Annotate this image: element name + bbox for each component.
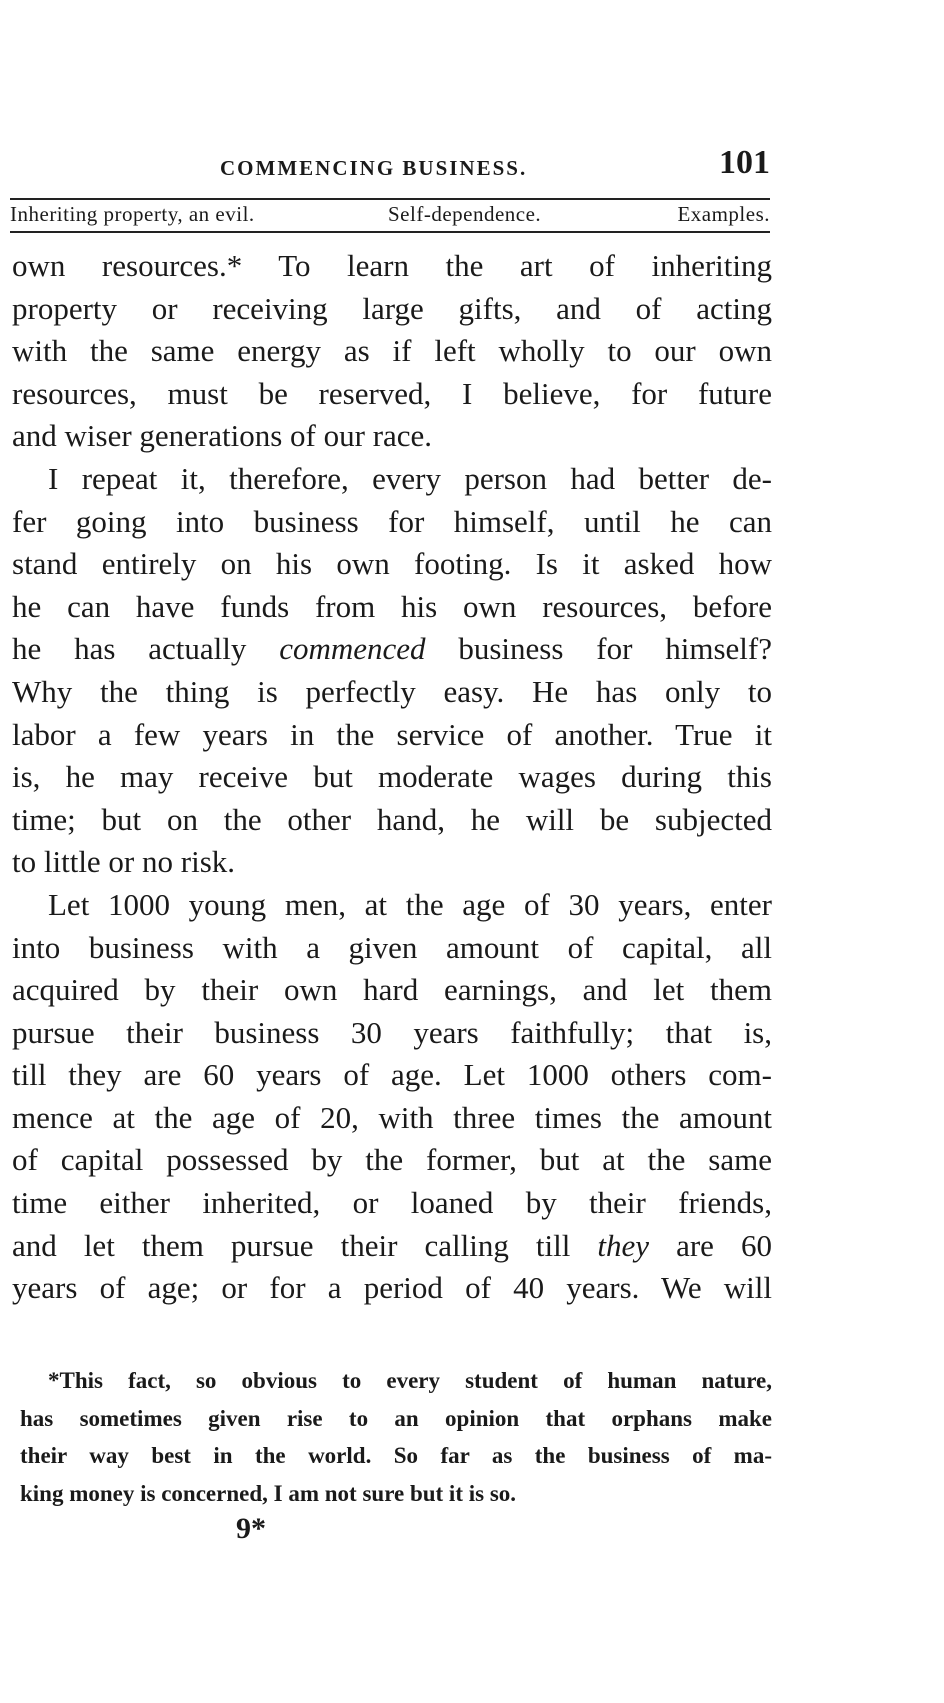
footnote-line: their way best in the world. So far as the business of ma-	[20, 1443, 772, 1468]
header-rule-bottom	[10, 231, 770, 233]
body-line: is, he may receive but moderate wages during this	[12, 759, 772, 795]
body-line: years of age; or for a period of 40 years. We will	[12, 1270, 772, 1306]
body-line: acquired by their own hard earnings, and let them	[12, 972, 772, 1008]
body-line: he can have funds from his own resources, before	[12, 588, 772, 624]
body-line: pursue their business 30 years faithfully; that is,	[12, 1014, 772, 1050]
line-segment: business for himself?	[425, 631, 772, 667]
line-segment: are 60	[649, 1227, 773, 1263]
body-line: I repeat it, therefore, every person had better de-	[48, 460, 772, 496]
body-line: own resources.* To learn the art of inheriting	[12, 248, 772, 283]
page-number: 101	[719, 144, 770, 181]
topic-inheriting-property: Inheriting property, an evil.	[10, 202, 255, 226]
signature-mark: 9*	[236, 1512, 266, 1545]
topic-summary	[10, 200, 770, 230]
body-line: time; but on the other hand, he will be subjected	[12, 801, 772, 837]
body-line: labor a few years in the service of another. True it	[12, 716, 772, 752]
footnote	[20, 1362, 772, 1512]
line-segment: he has actually	[12, 631, 280, 667]
body-text	[12, 245, 772, 1310]
body-line	[12, 1225, 772, 1268]
body-line	[12, 628, 772, 671]
footnote-line: has sometimes given rise to an opinion that orphans make	[20, 1405, 772, 1431]
body-line: Let 1000 young men, at the age of 30 years, enter	[48, 886, 772, 922]
body-line: property or receiving large gifts, and of acting	[12, 290, 772, 326]
emphasis-they: they	[597, 1227, 650, 1263]
topic-self-dependence: Self-dependence.	[388, 202, 542, 226]
running-title: COMMENCING BUSINESS.	[220, 156, 528, 180]
body-line: Why the thing is perfectly easy. He has only to	[12, 673, 772, 709]
body-line: till they are 60 years of age. Let 1000 others com-	[12, 1057, 772, 1093]
body-line: time either inherited, or loaned by their friends,	[12, 1185, 772, 1221]
emphasis-commenced: commenced	[279, 631, 426, 667]
body-line: stand entirely on his own footing. Is it asked how	[12, 546, 772, 582]
body-line: and wiser generations of our race.	[12, 418, 433, 454]
body-line: into business with a given amount of capital, all	[12, 929, 772, 965]
body-line: with the same energy as if left wholly to our own	[12, 333, 772, 369]
body-line: mence at the age of 20, with three times the amount	[12, 1099, 772, 1135]
topic-examples: Examples.	[677, 202, 770, 226]
running-head	[10, 140, 770, 184]
line-segment: and let them pursue their calling till	[12, 1227, 598, 1263]
body-line: to little or no risk.	[12, 844, 236, 880]
body-line: resources, must be reserved, I believe, for future	[12, 375, 772, 411]
footnote-line: *This fact, so obvious to every student of human nature,	[48, 1368, 772, 1393]
body-line: fer going into business for himself, until he can	[12, 503, 772, 539]
footnote-line: king money is concerned, I am not sure but it is so.	[20, 1480, 517, 1506]
body-line: of capital possessed by the former, but at the same	[12, 1142, 772, 1178]
